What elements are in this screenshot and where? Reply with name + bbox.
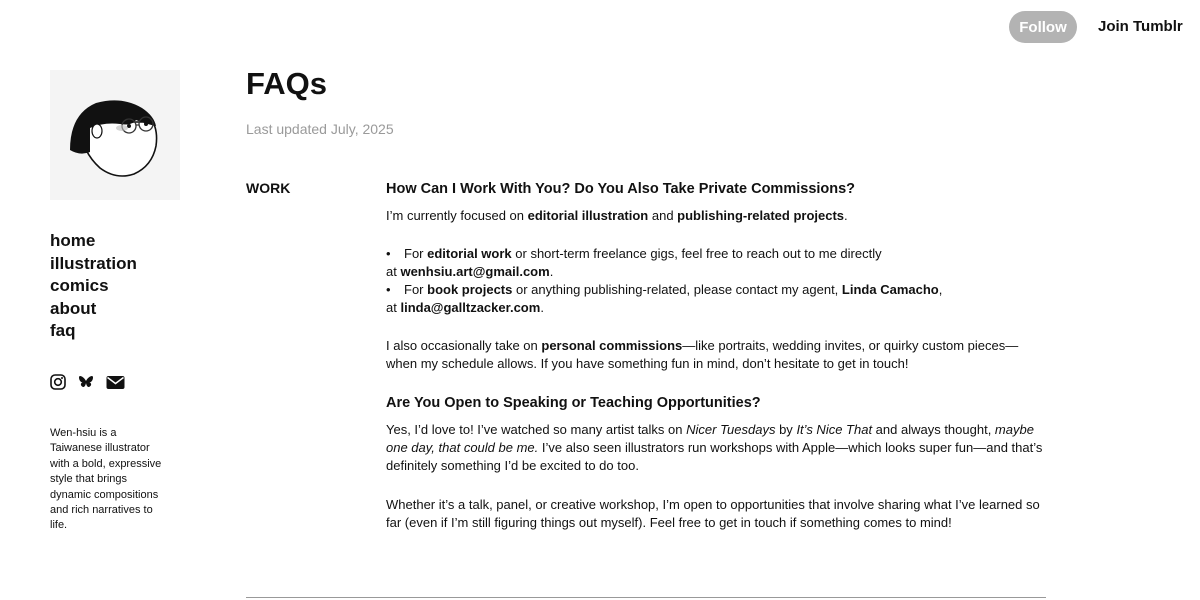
faq-question-2: Are You Open to Speaking or Teaching Opportunities?	[386, 395, 761, 411]
agent-name: Linda Camacho	[841, 282, 939, 297]
contact-list	[386, 245, 1048, 317]
avatar-illustration	[50, 70, 180, 200]
nav-illustration[interactable]: illustration	[50, 253, 137, 273]
faq-q1-commissions: I also occasionally take on personal commissions—like portraits, wedding invites, or quirky custom pieces—when my schedule allows. If you have something fun in mind, don’t hesitate to get in touch!	[386, 338, 1019, 371]
list-item: • For editorial work or short-term freelance gigs, feel free to reach out to me directly at wenhsiu.art@gmail.com.	[386, 246, 882, 279]
faq-content	[386, 180, 1048, 532]
main-nav	[50, 230, 137, 343]
bluesky-icon[interactable]	[78, 374, 94, 390]
faq-q2-para-2: Whether it’s a talk, panel, or creative workshop, I’m open to opportunities that involve sharing what I’ve learned so far (even if I’m still figuring things out myself). Feel free to get in touch if something comes to mind!	[386, 497, 1040, 530]
nav-about[interactable]: about	[50, 298, 97, 318]
editorial-email-link[interactable]: wenhsiu.art@gmail.com	[400, 264, 550, 279]
social-links	[50, 374, 125, 390]
follow-button[interactable]: Follow	[1009, 11, 1077, 43]
nav-faq[interactable]: faq	[50, 321, 76, 340]
join-tumblr-link[interactable]: Join Tumblr	[1098, 18, 1183, 35]
list-item: • For book projects or anything publishing-related, please contact my agent, Linda Camacho, at linda@galltzacker.com.	[386, 282, 943, 315]
faq-q1-intro: I’m currently focused on editorial illustration and publishing-related projects.	[386, 208, 848, 223]
faq-question-1: How Can I Work With You? Do You Also Take Private Commissions?	[386, 181, 856, 197]
section-label-work: WORK	[246, 180, 291, 196]
bio-text: Wen-hsiu is a Taiwanese illustrator with a bold, expressive style that brings dynamic compositions and rich narratives to life.	[50, 427, 162, 532]
avatar[interactable]	[50, 70, 180, 200]
instagram-icon[interactable]	[50, 374, 66, 390]
divider	[246, 597, 1046, 598]
nav-home[interactable]: home	[50, 231, 96, 250]
agent-email-link[interactable]: linda@galltzacker.com	[400, 300, 541, 315]
last-updated: Last updated July, 2025	[246, 121, 394, 137]
faq-q2-para-1: Yes, I’d love to! I’ve watched so many artist talks on Nicer Tuesdays by It’s Nice That and always thought, maybe one day, that could be me. I’ve also seen illustrators run workshops with Apple—which looks super fun—and that’s definitely something I’d be excited to do too.	[386, 422, 1043, 473]
nav-comics[interactable]: comics	[50, 276, 109, 295]
mail-icon[interactable]	[106, 374, 125, 390]
page-title: FAQs	[246, 66, 327, 101]
